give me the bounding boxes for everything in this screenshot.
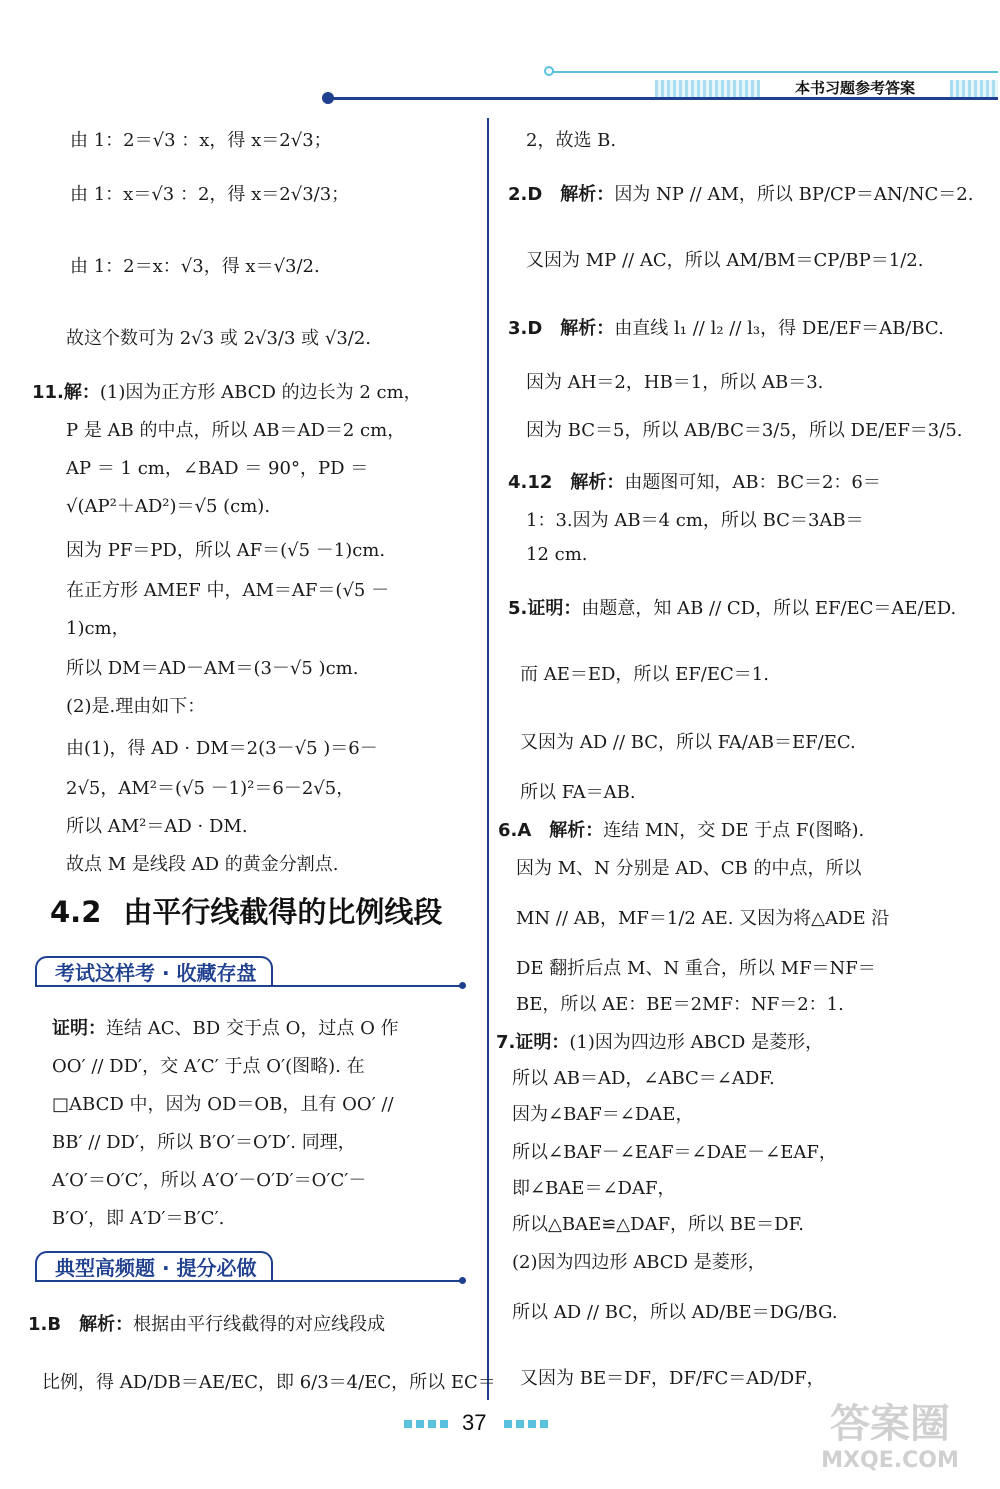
left-line-8: √(AP²＋AD²)＝√5 (cm). xyxy=(66,496,271,517)
right-line-11: 而 AE＝ED，所以 EF/EC＝1. xyxy=(520,664,769,685)
right-line-5: 因为 AH＝2，HB＝1，所以 AB＝3. xyxy=(526,372,824,393)
left-line-16: 所以 AM²＝AD · DM. xyxy=(66,816,248,837)
box-line-exam xyxy=(35,985,463,987)
box-line-dot-exam xyxy=(459,982,466,989)
question-1-text-2: 比例，得 AD/DB＝AE/EC，即 6/3＝4/EC，所以 EC＝ xyxy=(42,1372,496,1393)
question-1-text-1: 根据由平行线截得的对应线段成 xyxy=(133,1314,386,1335)
right-line-25: (2)因为四边形 ABCD 是菱形， xyxy=(512,1252,766,1273)
question-7 xyxy=(496,1030,823,1056)
proof-text-1: 连结 AC、BD 交于点 O，过点 O 作 xyxy=(106,1018,399,1039)
left-line-5: (1)因为正方形 ABCD 的边长为 2 cm， xyxy=(99,382,422,403)
right-line-7: 由题图可知，AB：BC＝2：6＝ xyxy=(624,472,881,493)
right-line-17: DE 翻折后点 M、N 重合，所以 MF＝NF＝ xyxy=(516,958,876,979)
left-line-4: 故这个数可为 2√3 或 2√3/3 或 √3/2. xyxy=(66,328,372,349)
left-line-9: 因为 PF＝PD，所以 AF＝(√5 －1)cm. xyxy=(66,540,386,561)
page-number: 37 xyxy=(462,1410,487,1435)
right-line-8: 1：3.因为 AB＝4 cm，所以 BC＝3AB＝ xyxy=(526,510,864,531)
question-2-label: 2.D 解析： xyxy=(508,184,615,205)
right-line-19: (1)因为四边形 ABCD 是菱形， xyxy=(569,1032,824,1053)
left-line-12: 所以 DM＝AD－AM＝(3－√5 )cm. xyxy=(66,658,359,679)
question-2 xyxy=(508,182,973,208)
left-line-3: 由 1：2＝x：√3，得 x＝√3/2. xyxy=(70,256,320,277)
header-pattern-right xyxy=(950,80,998,98)
right-line-26: 所以 AD // BC，所以 AD/BE＝DG/BG. xyxy=(512,1302,838,1323)
question-6-label: 6.A 解析： xyxy=(498,820,604,841)
right-line-16: MN // AB，MF＝1/2 AE. 又因为将△ADE 沿 xyxy=(516,908,890,929)
right-line-4: 由直线 l₁ // l₂ // l₃，得 DE/EF＝AB/BC. xyxy=(614,318,944,339)
question-11 xyxy=(32,380,422,406)
left-line-14: 由(1)，得 AD · DM＝2(3－√5 )＝6－ xyxy=(66,738,378,759)
right-line-10: 由题意，知 AB // CD，所以 EF/EC＝AE/ED. xyxy=(581,598,957,619)
right-line-12: 又因为 AD // BC，所以 FA/AB＝EF/EC. xyxy=(520,732,856,753)
left-line-2: 由 1：x＝√3 ：2，得 x＝2√3/3； xyxy=(70,184,350,205)
page-number-decoration-left xyxy=(404,1420,450,1428)
question-5 xyxy=(508,596,956,622)
box-line-dot-practice xyxy=(459,1277,466,1284)
question-5-label: 5.证明： xyxy=(508,598,582,619)
section-title-text: 由平行线截得的比例线段 xyxy=(123,895,443,929)
question-6 xyxy=(498,818,864,844)
question-1-label: 1.B 解析： xyxy=(28,1314,134,1335)
watermark-url: MXQE.COM xyxy=(821,1448,959,1473)
question-3 xyxy=(508,316,944,342)
right-line-2: 因为 NP // AM，所以 BP/CP＝AN/NC＝2. xyxy=(614,184,974,205)
watermark-main: 答案圈 xyxy=(830,1401,950,1447)
right-line-27: 又因为 BE＝DF，DF/FC＝AD/DF， xyxy=(520,1368,825,1389)
question-11-label: 11.解： xyxy=(32,382,100,403)
box-line-practice xyxy=(35,1280,463,1282)
box-header-exam: 考试这样考 · 收藏存盘 xyxy=(35,956,273,986)
proof-line-3: □ABCD 中，因为 OD＝OB，且有 OO′ // xyxy=(52,1094,394,1115)
right-line-23: 即∠BAE＝∠DAF， xyxy=(512,1178,676,1199)
proof-line-2: OO′ // DD′，交 A′C′ 于点 O′(图略). 在 xyxy=(52,1056,365,1077)
right-line-3: 又因为 MP // AC，所以 AM/BM＝CP/BP＝1/2. xyxy=(526,250,924,271)
left-line-6: P 是 AB 的中点，所以 AB＝AD＝2 cm， xyxy=(66,420,406,441)
question-1 xyxy=(28,1312,385,1338)
proof-line-6: B′O′，即 A′D′＝B′C′. xyxy=(52,1208,225,1229)
left-line-13: (2)是.理由如下： xyxy=(66,696,206,717)
right-line-18: BE，所以 AE：BE＝2MF：NF＝2：1. xyxy=(516,994,844,1015)
box-header-practice: 典型高频题 · 提分必做 xyxy=(35,1251,273,1281)
header-bar xyxy=(330,97,998,100)
right-line-14: 连结 MN，交 DE 于点 F(图略). xyxy=(603,820,865,841)
header-top-line xyxy=(552,71,998,73)
right-line-22: 所以∠BAF－∠EAF＝∠DAE－∠EAF， xyxy=(512,1142,837,1163)
column-divider xyxy=(487,118,489,1400)
right-line-15: 因为 M、N 分别是 AD、CB 的中点，所以 xyxy=(516,858,862,879)
section-title xyxy=(50,890,442,931)
section-number: 4.2 xyxy=(50,895,102,929)
left-line-15: 2√5，AM²＝(√5 －1)²＝6－2√5， xyxy=(66,778,355,799)
left-line-7: AP ＝ 1 cm，∠BAD ＝ 90°，PD ＝ xyxy=(66,458,369,479)
left-line-1: 由 1：2＝√3 ：x，得 x＝2√3； xyxy=(70,130,332,151)
proof-label: 证明： xyxy=(52,1018,106,1039)
page-number-decoration-right xyxy=(504,1420,550,1428)
header-pattern-left xyxy=(655,80,760,98)
right-line-13: 所以 FA＝AB. xyxy=(520,782,636,803)
left-line-11: 1)cm， xyxy=(66,618,130,639)
right-line-6: 因为 BC＝5，所以 AB/BC＝3/5，所以 DE/EF＝3/5. xyxy=(526,420,963,441)
question-4 xyxy=(508,470,881,496)
left-line-10: 在正方形 AMEF 中，AM＝AF＝(√5 － xyxy=(66,580,390,601)
question-4-label: 4.12 解析： xyxy=(508,472,625,493)
right-line-24: 所以△BAE≌△DAF，所以 BE＝DF. xyxy=(512,1214,804,1235)
right-line-20: 所以 AB＝AD，∠ABC＝∠ADF. xyxy=(512,1068,775,1089)
left-line-17: 故点 M 是线段 AD 的黄金分割点. xyxy=(66,854,339,875)
right-line-21: 因为∠BAF＝∠DAE， xyxy=(512,1104,694,1125)
question-7-label: 7.证明： xyxy=(496,1032,570,1053)
right-line-1: 2，故选 B. xyxy=(526,130,617,151)
question-3-label: 3.D 解析： xyxy=(508,318,615,339)
right-line-9: 12 cm. xyxy=(526,544,588,565)
proof-line-1 xyxy=(52,1016,399,1042)
proof-line-4: BB′ // DD′，所以 B′O′＝O′D′. 同理， xyxy=(52,1132,356,1153)
header-label: 本书习题参考答案 xyxy=(794,79,915,97)
watermark xyxy=(790,1400,990,1480)
proof-line-5: A′O′＝O′C′，所以 A′O′－O′D′＝O′C′－ xyxy=(52,1170,367,1191)
